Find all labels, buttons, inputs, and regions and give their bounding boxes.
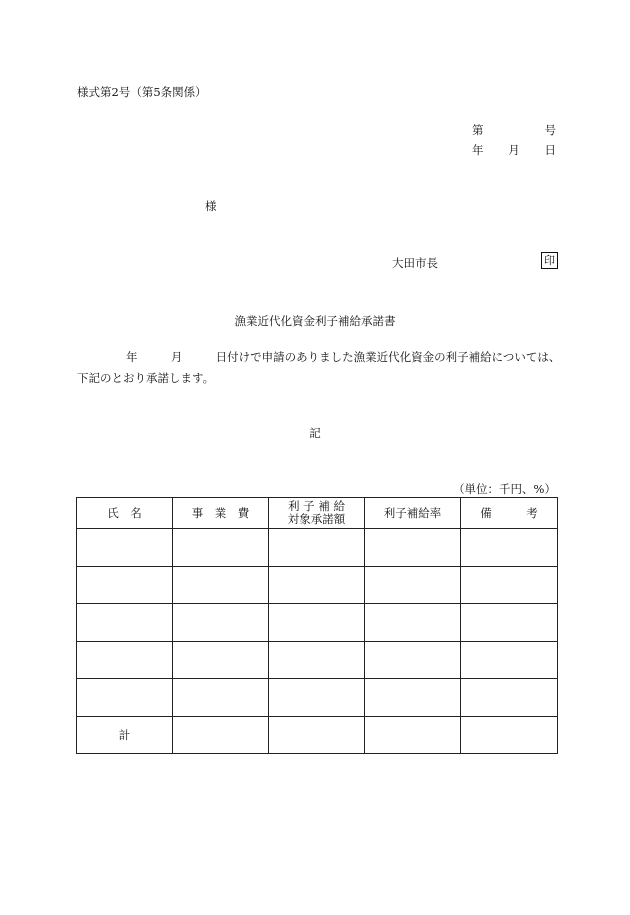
- table-header-row: [77, 498, 558, 529]
- header-project-cost: 事 業 費: [173, 498, 269, 529]
- cell-rate: [365, 604, 461, 642]
- cell-project-cost: [173, 566, 269, 604]
- form-number: 様式第2号（第5条関係）: [77, 85, 207, 99]
- table-row: [77, 604, 558, 642]
- cell-project-cost: [173, 641, 269, 679]
- addressee-honorific: 様: [205, 199, 217, 213]
- cell-subsidy-amount: [269, 679, 365, 717]
- document-number-line: [472, 122, 556, 138]
- cell-subsidy-amount: [269, 604, 365, 642]
- cell-rate: [365, 529, 461, 567]
- cell-name: [77, 604, 173, 642]
- table-row: [77, 529, 558, 567]
- body-text: 日付けで申請のありました漁業近代化資金の利子補給については、: [215, 350, 561, 364]
- number-suffix: 号: [544, 123, 556, 137]
- header-remarks: 備 考: [461, 498, 558, 529]
- table-total-row: [77, 716, 558, 754]
- total-label: 計: [77, 716, 173, 754]
- body-text-line-1: [126, 349, 560, 365]
- cell-remarks: [461, 679, 558, 717]
- cell-name: [77, 679, 173, 717]
- cell-subsidy-amount: [269, 529, 365, 567]
- header-subsidy-amount: [269, 498, 365, 529]
- cell-name: [77, 641, 173, 679]
- total-subsidy-amount: [269, 716, 365, 754]
- cell-name: [77, 566, 173, 604]
- cell-subsidy-amount: [269, 566, 365, 604]
- table-row: [77, 641, 558, 679]
- seal-mark: 印: [541, 252, 558, 269]
- cell-rate: [365, 679, 461, 717]
- date-month: 月: [508, 143, 520, 157]
- cell-remarks: [461, 641, 558, 679]
- table-row: [77, 566, 558, 604]
- cell-remarks: [461, 529, 558, 567]
- body-month: 月: [170, 350, 183, 364]
- subsidy-table: [76, 497, 558, 754]
- total-rate: [365, 716, 461, 754]
- cell-rate: [365, 641, 461, 679]
- header-subsidy-amount-line2: 対象承諾額: [287, 512, 346, 526]
- cell-remarks: [461, 604, 558, 642]
- body-text-line-2: 下記のとおり承諾します。: [77, 371, 215, 385]
- total-remarks: [461, 716, 558, 754]
- header-rate: 利子補給率: [365, 498, 461, 529]
- body-year: 年: [126, 350, 138, 364]
- cell-project-cost: [173, 529, 269, 567]
- date-line: [472, 142, 556, 158]
- issuer-name: 大田市長: [392, 256, 438, 270]
- total-project-cost: [173, 716, 269, 754]
- cell-subsidy-amount: [269, 641, 365, 679]
- header-subsidy-amount-line1: 利 子 補 給: [288, 499, 345, 513]
- cell-name: [77, 529, 173, 567]
- cell-project-cost: [173, 604, 269, 642]
- unit-note: （単位：千円、%）: [453, 482, 556, 496]
- number-prefix: 第: [472, 123, 484, 137]
- cell-remarks: [461, 566, 558, 604]
- header-name: 氏 名: [77, 498, 173, 529]
- ki-heading: 記: [309, 426, 321, 440]
- cell-rate: [365, 566, 461, 604]
- cell-project-cost: [173, 679, 269, 717]
- date-day: 日: [544, 143, 556, 157]
- date-year: 年: [472, 143, 484, 157]
- table-row: [77, 679, 558, 717]
- document-title: 漁業近代化資金利子補給承諾書: [234, 314, 396, 328]
